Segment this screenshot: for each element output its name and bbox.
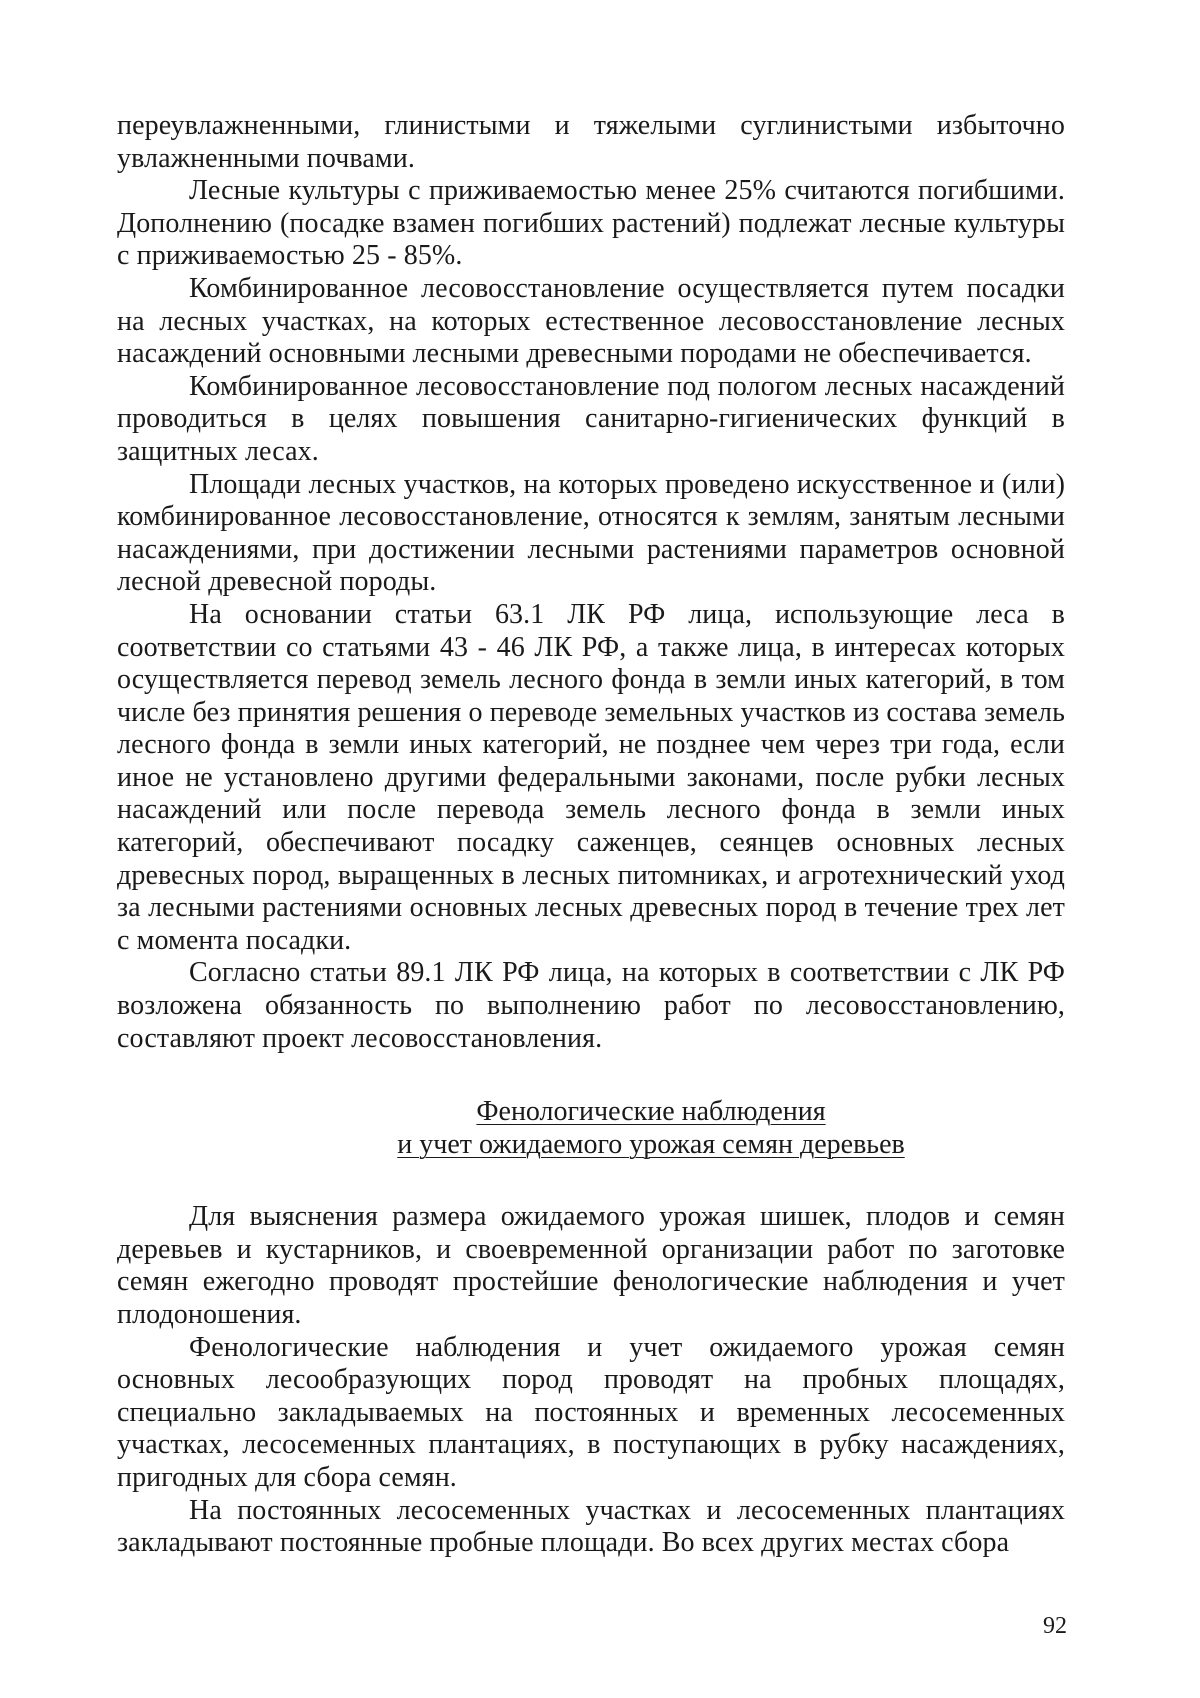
- paragraph-land-areas: Площади лесных участков, на которых проведено искусственное и (или) комбинированное лесовосстановление, относятся к землям, занятым лесными насаждениями, при достижении лесными растениями параметров основной лесной древесной породы.: [117, 468, 1065, 598]
- paragraph-permanent-plots: На постоянных лесосеменных участках и лесосеменных плантациях закладывают постоянные пробные площади. Во всех других местах сбора: [117, 1494, 1065, 1559]
- page-number: 92: [1043, 1613, 1067, 1639]
- paragraph-article-63-1: На основании статьи 63.1 ЛК РФ лица, использующие леса в соответствии со статьями 43 - 46 ЛК РФ, а также лица, в интересах которых осуществляется перевод земель лесного фонда в земли иных категорий, в том числе без принятия решения о переводе земельных участков из состава земель лесного фонда в земли иных категорий, не позднее чем через три года, если иное не установлено другими федеральными законами, после рубки лесных насаждений или после перевода земель лесного фонда в земли иных категорий, обеспечивают посадку саженцев, сеянцев основных лесных древесных пород, выращенных в лесных питомниках, и агротехнический уход за лесными растениями основных лесных древесных пород в течение трех лет с момента посадки.: [117, 598, 1065, 956]
- paragraph-survival-rate: Лесные культуры с приживаемостью менее 25% считаются погибшими. Дополнению (посадке взамен погибших растений) подлежат лесные культуры с приживаемостью 25 - 85%.: [117, 175, 1065, 272]
- document-page: [117, 110, 1065, 1560]
- section-heading: [117, 1095, 1065, 1161]
- section-heading-line-1: Фенологические наблюдения: [476, 1096, 826, 1128]
- paragraph-sample-plots: Фенологические наблюдения и учет ожидаемого урожая семян основных лесообразующих пород проводят на пробных площадях, специально закладываемых на постоянных и временных лесосеменных участках, лесосеменных плантациях, в поступающих в рубку насаждениях, пригодных для сбора семян.: [117, 1331, 1065, 1493]
- paragraph-combined-reforestation: Комбинированное лесовосстановление осуществляется путем посадки на лесных участках, на которых естественное лесовосстановление лесных насаждений основными лесными древесными породами не обеспечивается.: [117, 272, 1065, 370]
- heading-spacer: [117, 1161, 1065, 1201]
- paragraph-continuation: переувлажненными, глинистыми и тяжелыми суглинистыми избыточно увлажненными почвами.: [117, 110, 1065, 174]
- paragraph-article-89-1: Согласно статьи 89.1 ЛК РФ лица, на которых в соответствии с ЛК РФ возложена обязанность по выполнению работ по лесовосстановлению, составляют проект лесовосстановления.: [117, 957, 1065, 1054]
- paragraph-seed-yield-purpose: Для выяснения размера ожидаемого урожая шишек, плодов и семян деревьев и кустарников, и своевременной организации работ по заготовке семян ежегодно проводят простейшие фенологические наблюдения и учет плодоношения.: [117, 1201, 1065, 1330]
- paragraph-under-canopy: Комбинированное лесовосстановление под пологом лесных насаждений проводиться в целях повышения санитарно-гигиенических функций в защитных лесах.: [117, 370, 1065, 467]
- section-heading-line-2: и учет ожидаемого урожая семян деревьев: [397, 1129, 905, 1161]
